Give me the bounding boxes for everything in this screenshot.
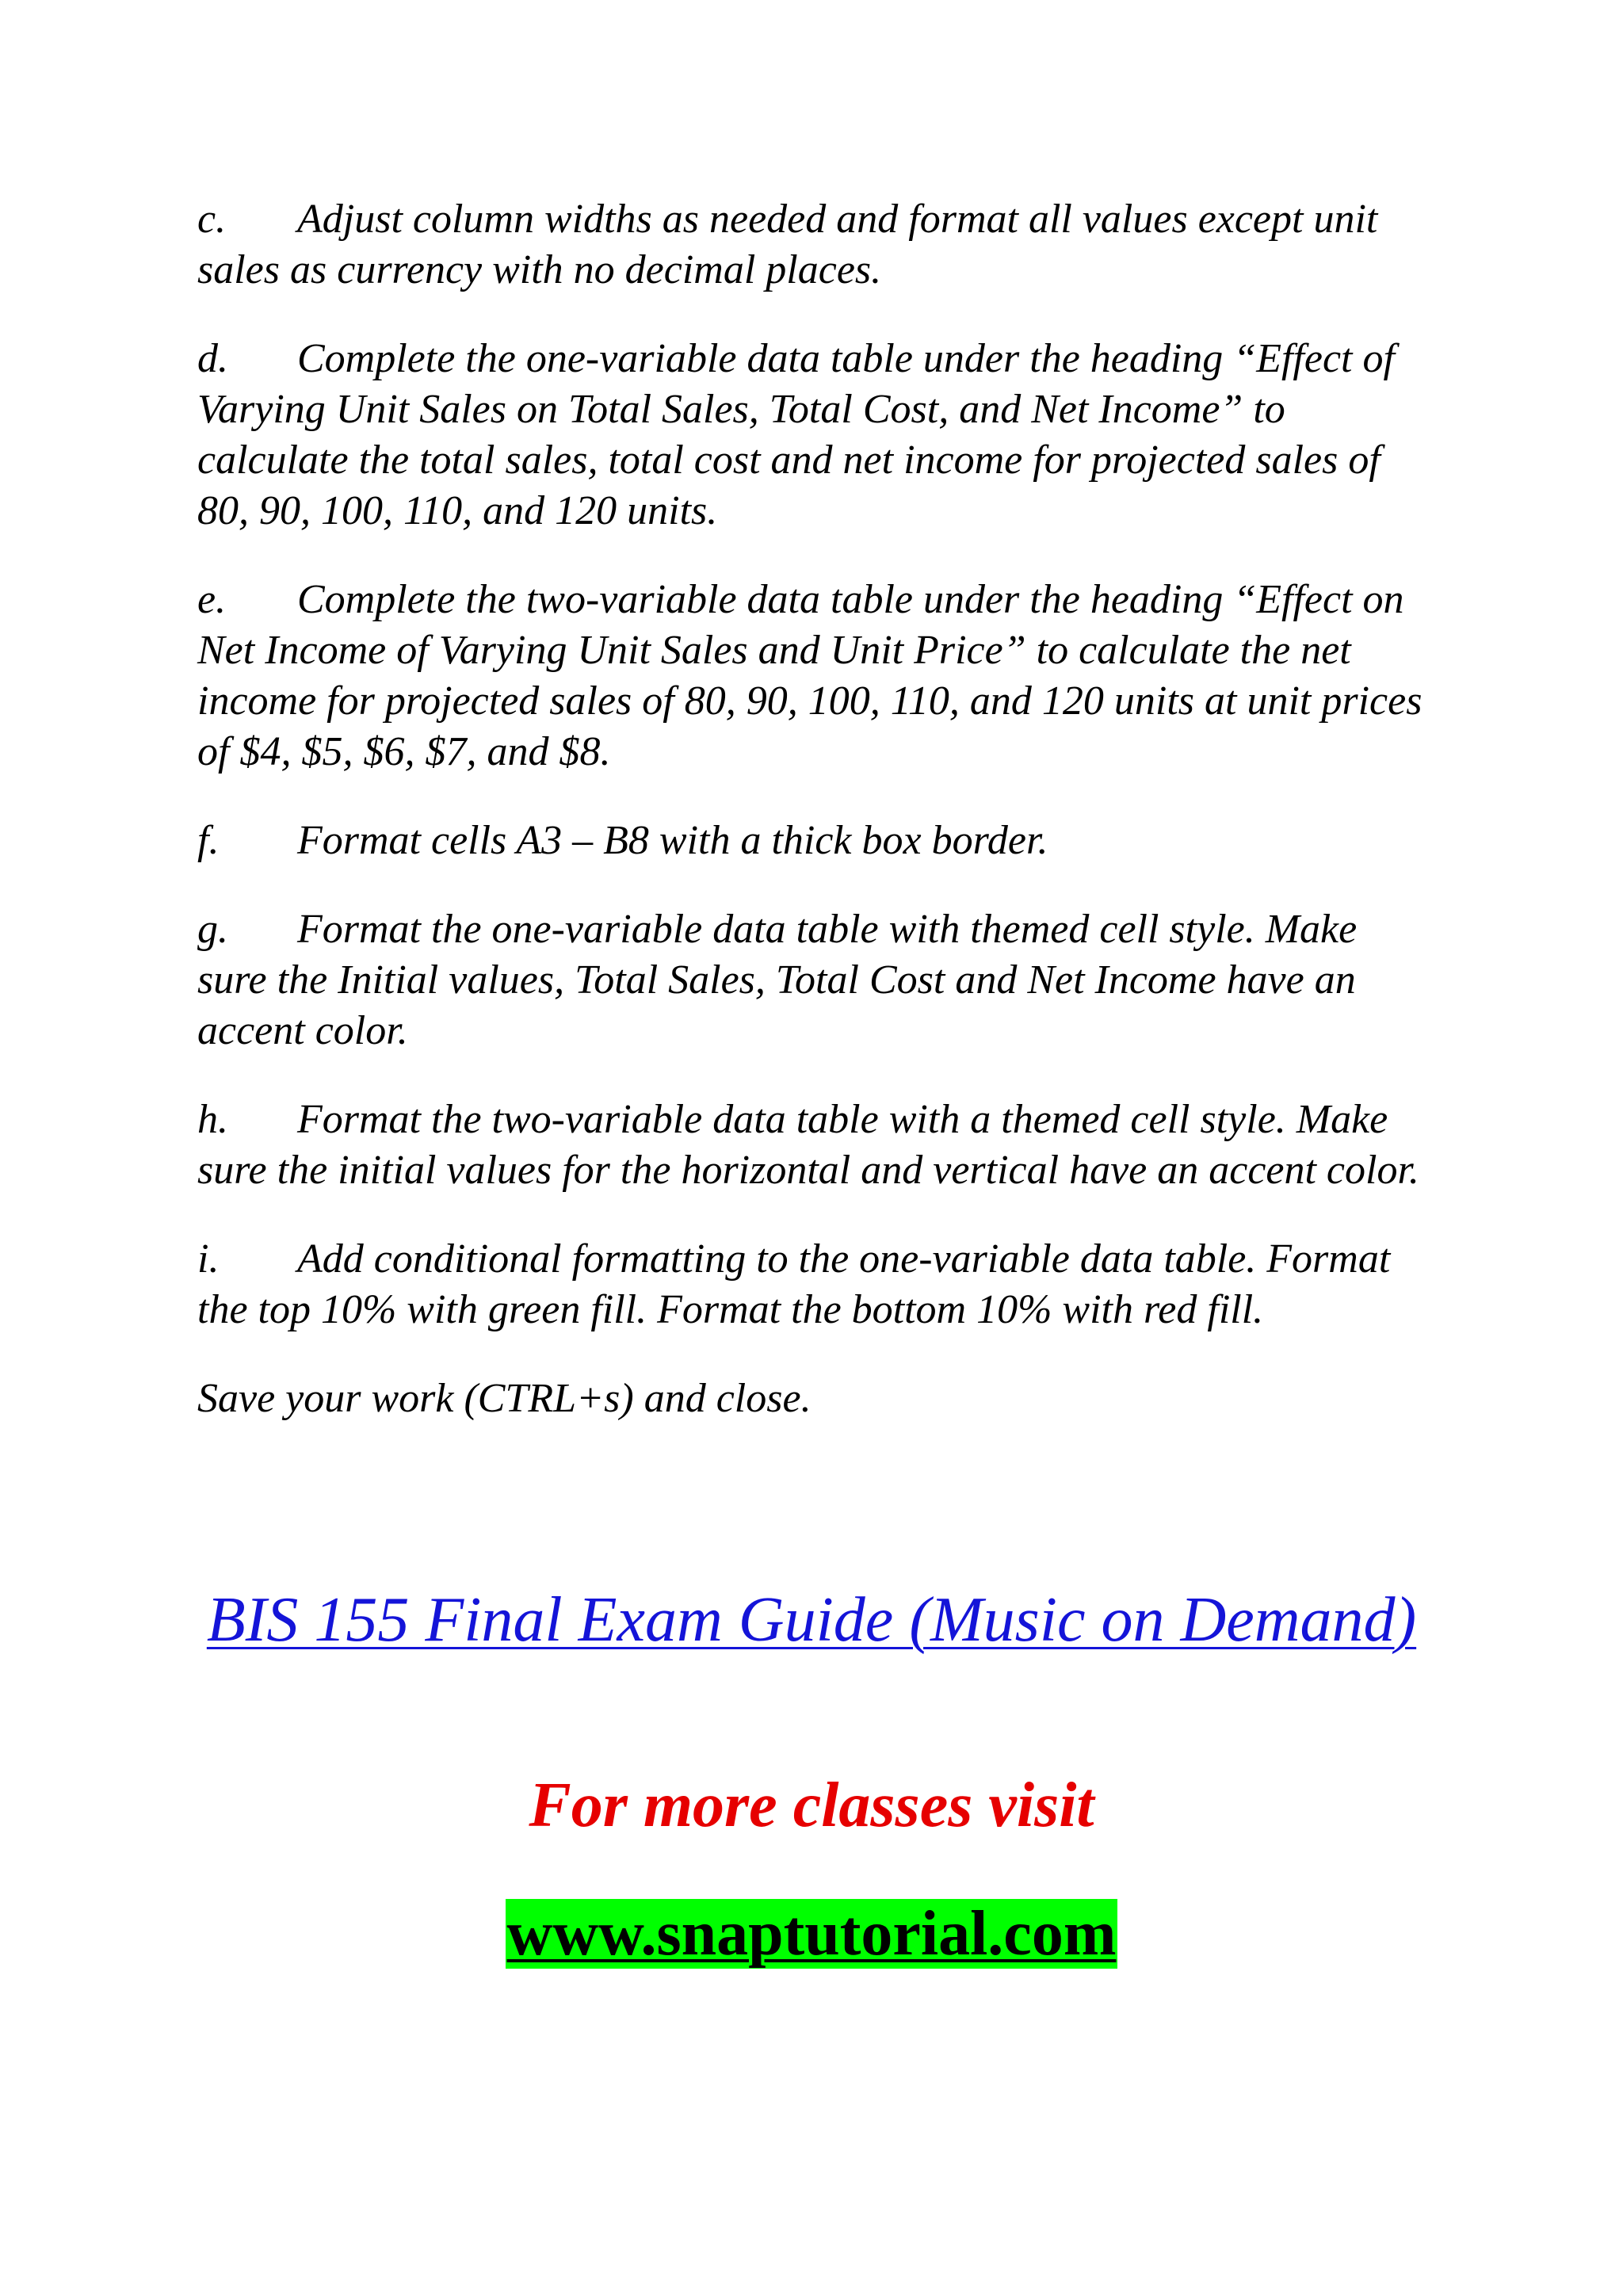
instruction-text: Format the one-variable data table with themed cell style. Make sure the Initial values, Total Sales, Total Cost and Net Income have an accent color. <box>197 907 1358 1053</box>
instruction-letter: i. <box>197 1236 220 1282</box>
instruction-item-c <box>197 194 1434 296</box>
instruction-text: Adjust column widths as needed and format all values except unit sales as currency with no decimal places. <box>197 197 1378 292</box>
instruction-text: Format the two-variable data table with a themed cell style. Make sure the initial values for the horizontal and vertical have an accent color. <box>197 1097 1419 1193</box>
instruction-item-e <box>197 575 1434 777</box>
instruction-item-i <box>197 1234 1434 1335</box>
instruction-item-d <box>197 334 1434 537</box>
instruction-text: Complete the two-variable data table under the heading “Effect on Net Income of Varying Unit Sales and Unit Price” to calculate the net income for projected sales of 80, 90, 100, 110, and 120 units at unit prices of $4, $5, $6, $7, and $8. <box>197 577 1423 774</box>
instruction-letter: g. <box>197 907 228 952</box>
instruction-item-g <box>197 904 1434 1056</box>
instruction-letter: c. <box>197 197 227 242</box>
instruction-letter: h. <box>197 1097 228 1142</box>
instruction-text: Complete the one-variable data table under the heading “Effect of Varying Unit Sales on Total Sales, Total Cost, and Net Income” to calculate the total sales, total cost and net income for projected sales of 80, 90, 100, 110, and 120 units. <box>197 336 1395 533</box>
instruction-item-h <box>197 1095 1434 1196</box>
guide-title-link[interactable]: BIS 155 Final Exam Guide (Music on Demand) <box>206 1585 1417 1655</box>
website-link[interactable]: www.snaptutorial.com <box>506 1899 1117 1969</box>
instruction-letter: f. <box>197 818 220 863</box>
guide-title-block <box>0 1577 1623 1663</box>
closing-instruction: Save your work (CTRL+s) and close. <box>197 1376 812 1421</box>
promo-text: For more classes visit <box>529 1771 1094 1840</box>
instruction-list <box>197 194 1434 1424</box>
instruction-text: Add conditional formatting to the one-variable data table. Format the top 10% with green fill. Format the bottom 10% with red fill. <box>197 1236 1391 1332</box>
instruction-item-f <box>197 816 1434 866</box>
website-block <box>0 1894 1623 1973</box>
instruction-letter: d. <box>197 336 228 381</box>
instruction-letter: e. <box>197 577 227 622</box>
instruction-text: Format cells A3 – B8 with a thick box border. <box>297 818 1048 863</box>
